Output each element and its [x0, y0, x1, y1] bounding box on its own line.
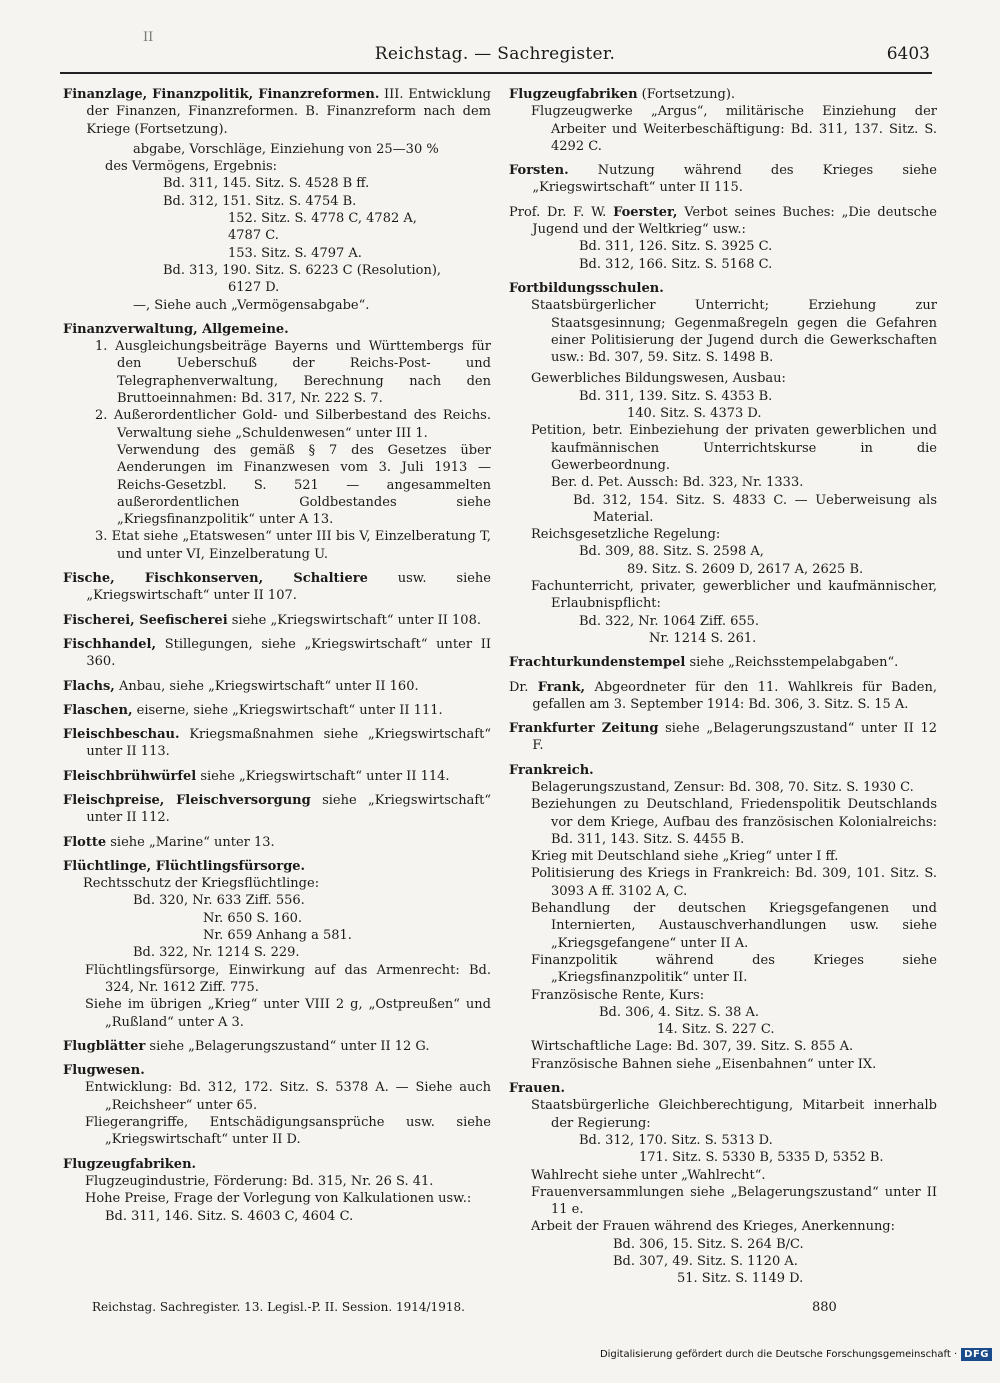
right-column [509, 86, 937, 1295]
entry-frankreich [509, 762, 937, 1073]
entry-frachturkundenstempel [509, 654, 937, 671]
entry-fleischpreise [63, 792, 491, 827]
sub-paragraph: Politisierung des Kriegs in Frankreich: Bd. 309, 101. Sitz. S. 3093 A ff. 3102 A, C. [531, 866, 937, 899]
ref-line: Bd. 322, Nr. 1214 S. 229. [133, 945, 300, 961]
entry-heading: Frankfurter Zeitung [509, 721, 659, 737]
entry-heading: Flugzeugfabriken. [63, 1156, 197, 1172]
sub-paragraph: Staatsbürgerlicher Unterricht; Erziehung zur Staatsgesinnung; Gegenmaßregeln gegen die Gefahren einer Politisierung der Jugend durch die Gewerkschaften usw.: Bd. 307, 59. Sitz. S. 1498 B. [531, 298, 937, 366]
sub-paragraph: Fachunterricht, privater, gewerblicher und kaufmännischer, Erlaubnispflicht: [531, 579, 937, 612]
ref-line: Bd. 307, 49. Sitz. S. 1120 A. [613, 1254, 798, 1269]
entry-text: Kriegsmaßnahmen siehe „Kriegswirtschaft“ unter II 113. [86, 727, 491, 760]
entry-heading: Flugzeugfabriken [509, 87, 638, 102]
ref-line: 4787 C. [228, 228, 279, 244]
entry-flotte [63, 834, 491, 851]
entry-heading: Flüchtlinge, Flüchtlingsfürsorge. [63, 858, 306, 874]
entry-text: siehe „Marine“ unter 13. [106, 834, 275, 850]
ref-line: Bd. 313, 190. Sitz. S. 6223 C (Resolution), [163, 262, 442, 278]
numbered-item: 1. Ausgleichungsbeiträge Bayerns und Württembergs für den Ueberschuß der Reichs-Post- und Telegraphenverwaltung, Berechnung nach den Bruttoeinnahmen: Bd. 317, Nr. 222 S. 7. [95, 339, 491, 407]
entry-heading: Flachs, [63, 678, 115, 694]
sub-paragraph: Hohe Preise, Frage der Vorlegung von Kalkulationen usw.: [85, 1191, 472, 1207]
entry-fortbildungsschulen [509, 280, 937, 647]
ref-line: Bd. 311, 139. Sitz. S. 4353 B. [579, 388, 773, 404]
entry-prefix: Prof. Dr. F. W. [509, 204, 614, 220]
ref-line: Nr. 659 Anhang a 581. [203, 928, 352, 944]
entry-heading: Finanzverwaltung, Allgemeine. [63, 321, 289, 337]
running-title: Reichstag. — Sachregister. [374, 44, 616, 64]
entry-text: Stillegungen, siehe „Kriegswirtschaft“ unter II 360. [86, 636, 491, 670]
funding-credit-text: Digitalisierung gefördert durch die Deutsche Forschungsgemeinschaft · [599, 1349, 958, 1360]
sub-paragraph: Gewerbliches Bildungswesen, Ausbau: [531, 371, 786, 387]
header-rule [60, 72, 932, 74]
entry-text: III. Entwicklung der Finanzen, Finanzreformen. B. Finanzreform nach dem Kriege (Fortsetzung). [86, 87, 491, 137]
ref-line: Bd. 322, Nr. 1064 Ziff. 655. [579, 613, 760, 629]
entry-text: Verbot seines Buches: „Die deutsche Jugend und der Weltkrieg“ usw.: [532, 204, 938, 238]
entry-text: Abgeordneter für den 11. Wahlkreis für Baden, gefallen am 3. September 1914: Bd. 306, 3. Sitz. S. 15 A. [532, 679, 937, 712]
ref-line: Bd. 320, Nr. 633 Ziff. 556. [133, 893, 305, 909]
sub-paragraph: Bd. 312, 154. Sitz. S. 4833 C. — Ueberweisung als Material. [573, 492, 937, 525]
ref-line: Ber. d. Pet. Aussch: Bd. 323, Nr. 1333. [551, 475, 804, 491]
sub-paragraph: Französische Rente, Kurs: [531, 987, 705, 1003]
sub-paragraph: Wirtschaftliche Lage: Bd. 307, 39. Sitz. S. 855 A. [531, 1039, 854, 1055]
entry-heading: Frauen. [509, 1081, 565, 1097]
ref-line: 152. Sitz. S. 4778 C, 4782 A, [228, 211, 417, 227]
entry-heading: Frachturkundenstempel [509, 655, 686, 671]
ref-line: 140. Sitz. S. 4373 D. [627, 406, 762, 422]
ref-line: Bd. 311, 145. Sitz. S. 4528 B ff. [163, 176, 370, 192]
page-number: 6403 [886, 44, 930, 64]
entry-flugzeugfabriken-cont [509, 86, 937, 155]
entry-text: siehe „Kriegswirtschaft“ unter II 114. [196, 768, 450, 784]
entry-flugzeugfabriken [63, 1156, 491, 1225]
sub-paragraph: Entwicklung: Bd. 312, 172. Sitz. S. 5378 A. — Siehe auch „Reichsheer“ unter 65. [85, 1080, 491, 1113]
sub-paragraph: Frauenversammlungen siehe „Belagerungszustand“ unter II 11 e. [531, 1184, 937, 1218]
ref-line: Rechtsschutz der Kriegsflüchtlinge: [83, 876, 320, 892]
entry-heading: Fische, Fischkonserven, Schaltiere [63, 571, 368, 587]
entry-heading: Fleischbeschau. [63, 727, 180, 743]
sub-paragraph: Wahlrecht siehe unter „Wahlrecht“. [531, 1167, 766, 1183]
entry-flugwesen [63, 1062, 491, 1148]
ref-line: des Vermögens, Ergebnis: [105, 159, 278, 175]
entry-flugblaetter [63, 1038, 491, 1055]
entry-fleischbeschau [63, 726, 491, 761]
sub-paragraph: Flüchtlingsfürsorge, Einwirkung auf das Armenrecht: Bd. 324, Nr. 1612 Ziff. 775. [85, 962, 491, 995]
entry-heading: Fleischpreise, Fleischversorgung [63, 792, 311, 808]
entry-heading: Frank, [537, 679, 586, 695]
funding-credit [600, 1348, 992, 1361]
ref-line: —, Siehe auch „Vermögensabgabe“. [133, 297, 370, 313]
ref-line: abgabe, Vorschläge, Einziehung von 25—30 % [133, 141, 439, 157]
entry-fische [63, 570, 491, 605]
entry-fischhandel [63, 636, 491, 671]
ref-line: 89. Sitz. S. 2609 D, 2617 A, 2625 B. [627, 561, 864, 577]
entry-heading: Fischerei, Seefischerei [63, 612, 228, 628]
ref-line: 6127 D. [228, 280, 280, 296]
ref-line: Bd. 312, 170. Sitz. S. 5313 D. [579, 1132, 773, 1148]
ref-line: 14. Sitz. S. 227 C. [657, 1022, 775, 1038]
sub-paragraph: Reichsgesetzliche Regelung: [531, 527, 721, 543]
sub-paragraph: Arbeit der Frauen während des Krieges, Anerkennung: [531, 1219, 896, 1235]
entry-frank [509, 679, 937, 714]
numbered-item-sub: Verwendung des gemäß § 7 des Gesetzes über Aenderungen im Finanzwesen vom 3. Juli 1913 — Reichs-Gesetzbl. S. 521 — angesammelten außerordentlichen Goldbestandes siehe „Kriegsfinanzpolitik“ unter A 13. [117, 442, 491, 528]
entry-heading: Flugwesen. [63, 1063, 145, 1079]
numbered-item: 2. Außerordentlicher Gold- und Silberbestand des Reichs. Verwaltung siehe „Schuldenwesen“ unter III 1. [95, 408, 491, 441]
entry-text: siehe „Kriegswirtschaft“ unter II 108. [227, 612, 481, 628]
entry-text: siehe „Belagerungszustand“ unter II 12 G. [145, 1038, 430, 1054]
sub-paragraph: Flugzeugindustrie, Förderung: Bd. 315, Nr. 26 S. 41. [85, 1173, 434, 1189]
entry-text: siehe „Belagerungszustand“ unter II 12 F. [532, 721, 937, 754]
numbered-item: 3. Etat siehe „Etatswesen“ unter III bis V, Einzelberatung T, und unter VI, Einzelberatung U. [95, 529, 491, 562]
entry-foerster [509, 204, 937, 273]
entry-heading: Forsten. [509, 163, 569, 179]
entry-heading: Flotte [63, 834, 107, 850]
left-column [63, 86, 491, 1232]
ref-line: Nr. 650 S. 160. [203, 910, 303, 926]
entry-finanzlage-refs [63, 141, 491, 314]
entry-heading: Fischhandel, [63, 636, 157, 652]
entry-heading: Flugblätter [63, 1038, 146, 1054]
entry-prefix: Dr. [509, 679, 538, 695]
page-header [60, 44, 930, 68]
sub-paragraph: Staatsbürgerliche Gleichberechtigung, Mitarbeit innerhalb der Regierung: [531, 1098, 937, 1131]
entry-frankfurter-zeitung [509, 720, 937, 755]
entry-heading: Fleischbrühwürfel [63, 768, 197, 784]
entry-heading: Frankreich. [509, 762, 594, 778]
entry-heading: Foerster, [613, 204, 678, 220]
sub-paragraph: Behandlung der deutschen Kriegsgefangenen und Internierten, Austauschverhandlungen usw. siehe „Kriegsgefangene“ unter II A. [531, 901, 937, 951]
entry-flachs [63, 678, 491, 695]
sub-paragraph: Französische Bahnen siehe „Eisenbahnen“ unter IX. [531, 1056, 877, 1072]
ref-line: Bd. 312, 151. Sitz. S. 4754 B. [163, 193, 357, 209]
footer-citation: Reichstag. Sachregister. 13. Legisl.-P. II. Session. 1914/1918. [92, 1300, 465, 1314]
ref-line: Bd. 312, 166. Sitz. S. 5168 C. [579, 256, 773, 272]
margin-mark: II [143, 30, 154, 45]
sub-paragraph: Fliegerangriffe, Entschädigungsansprüche usw. siehe „Kriegswirtschaft“ unter II D. [85, 1115, 491, 1148]
entry-text: usw. siehe „Kriegswirtschaft“ unter II 107. [86, 571, 491, 604]
sub-paragraph: Petition, betr. Einbeziehung der privaten gewerblichen und kaufmännischen Unterrichtskurse in die Gewerbeordnung. [531, 423, 937, 473]
ref-line: 153. Sitz. S. 4797 A. [228, 245, 362, 261]
ref-line: Bd. 306, 4. Sitz. S. 38 A. [599, 1004, 760, 1020]
ref-line: Bd. 309, 88. Sitz. S. 2598 A, [579, 544, 764, 560]
entry-text: eiserne, siehe „Kriegswirtschaft“ unter II 111. [132, 702, 443, 718]
entry-heading: Finanzlage, Finanzpolitik, Finanzreformen. [63, 87, 380, 102]
ref-line: Bd. 311, 146. Sitz. S. 4603 C, 4604 C. [105, 1208, 354, 1224]
sub-paragraph: Siehe im übrigen „Krieg“ unter VIII 2 g, „Ostpreußen“ und „Rußland“ unter A 3. [85, 997, 491, 1030]
entry-text: (Fortsetzung). [637, 87, 736, 102]
footer-number: 880 [812, 1300, 837, 1315]
entry-finanzverwaltung [63, 321, 491, 563]
sub-paragraph: Beziehungen zu Deutschland, Friedenspolitik Deutschlands vor dem Kriege, Aufbau des französischen Kolonialreichs: Bd. 311, 143. Sitz. S. 4455 B. [531, 797, 937, 847]
entry-fluechtlinge [63, 858, 491, 1031]
entry-frauen [509, 1080, 937, 1288]
entry-text: siehe „Kriegswirtschaft“ unter II 112. [86, 792, 492, 826]
entry-forsten [509, 162, 937, 197]
entry-fischerei [63, 612, 491, 629]
ref-line: 51. Sitz. S. 1149 D. [677, 1271, 804, 1287]
entry-text: siehe „Reichsstempelabgaben“. [685, 655, 899, 671]
entry-text: Nutzung während des Krieges siehe „Kriegswirtschaft“ unter II 115. [532, 163, 937, 196]
sub-paragraph: Flugzeugwerke „Argus“, militärische Einziehung der Arbeiter und Weiterbeschäftigung: Bd. 311, 137. Sitz. S. 4292 C. [531, 104, 937, 154]
dfg-logo: DFG [961, 1348, 992, 1361]
entry-text: Anbau, siehe „Kriegswirtschaft“ unter II 160. [114, 678, 419, 694]
entry-finanzlage [63, 86, 491, 138]
entry-heading: Fortbildungsschulen. [509, 280, 664, 296]
entry-fleischbruehwuerfel [63, 768, 491, 785]
ref-line: Bd. 306, 15. Sitz. S. 264 B/C. [613, 1236, 804, 1252]
ref-line: 171. Sitz. S. 5330 B, 5335 D, 5352 B. [639, 1150, 884, 1166]
entry-heading: Flaschen, [63, 702, 133, 718]
ref-line: Bd. 311, 126. Sitz. S. 3925 C. [579, 239, 773, 255]
sub-paragraph: Krieg mit Deutschland siehe „Krieg“ unter I ff. [531, 849, 839, 865]
sub-paragraph: Finanzpolitik während des Krieges siehe „Kriegsfinanzpolitik“ unter II. [531, 952, 937, 986]
sub-paragraph: Belagerungszustand, Zensur: Bd. 308, 70. Sitz. S. 1930 C. [531, 779, 914, 795]
entry-flaschen [63, 702, 491, 719]
ref-line: Nr. 1214 S. 261. [649, 630, 757, 646]
